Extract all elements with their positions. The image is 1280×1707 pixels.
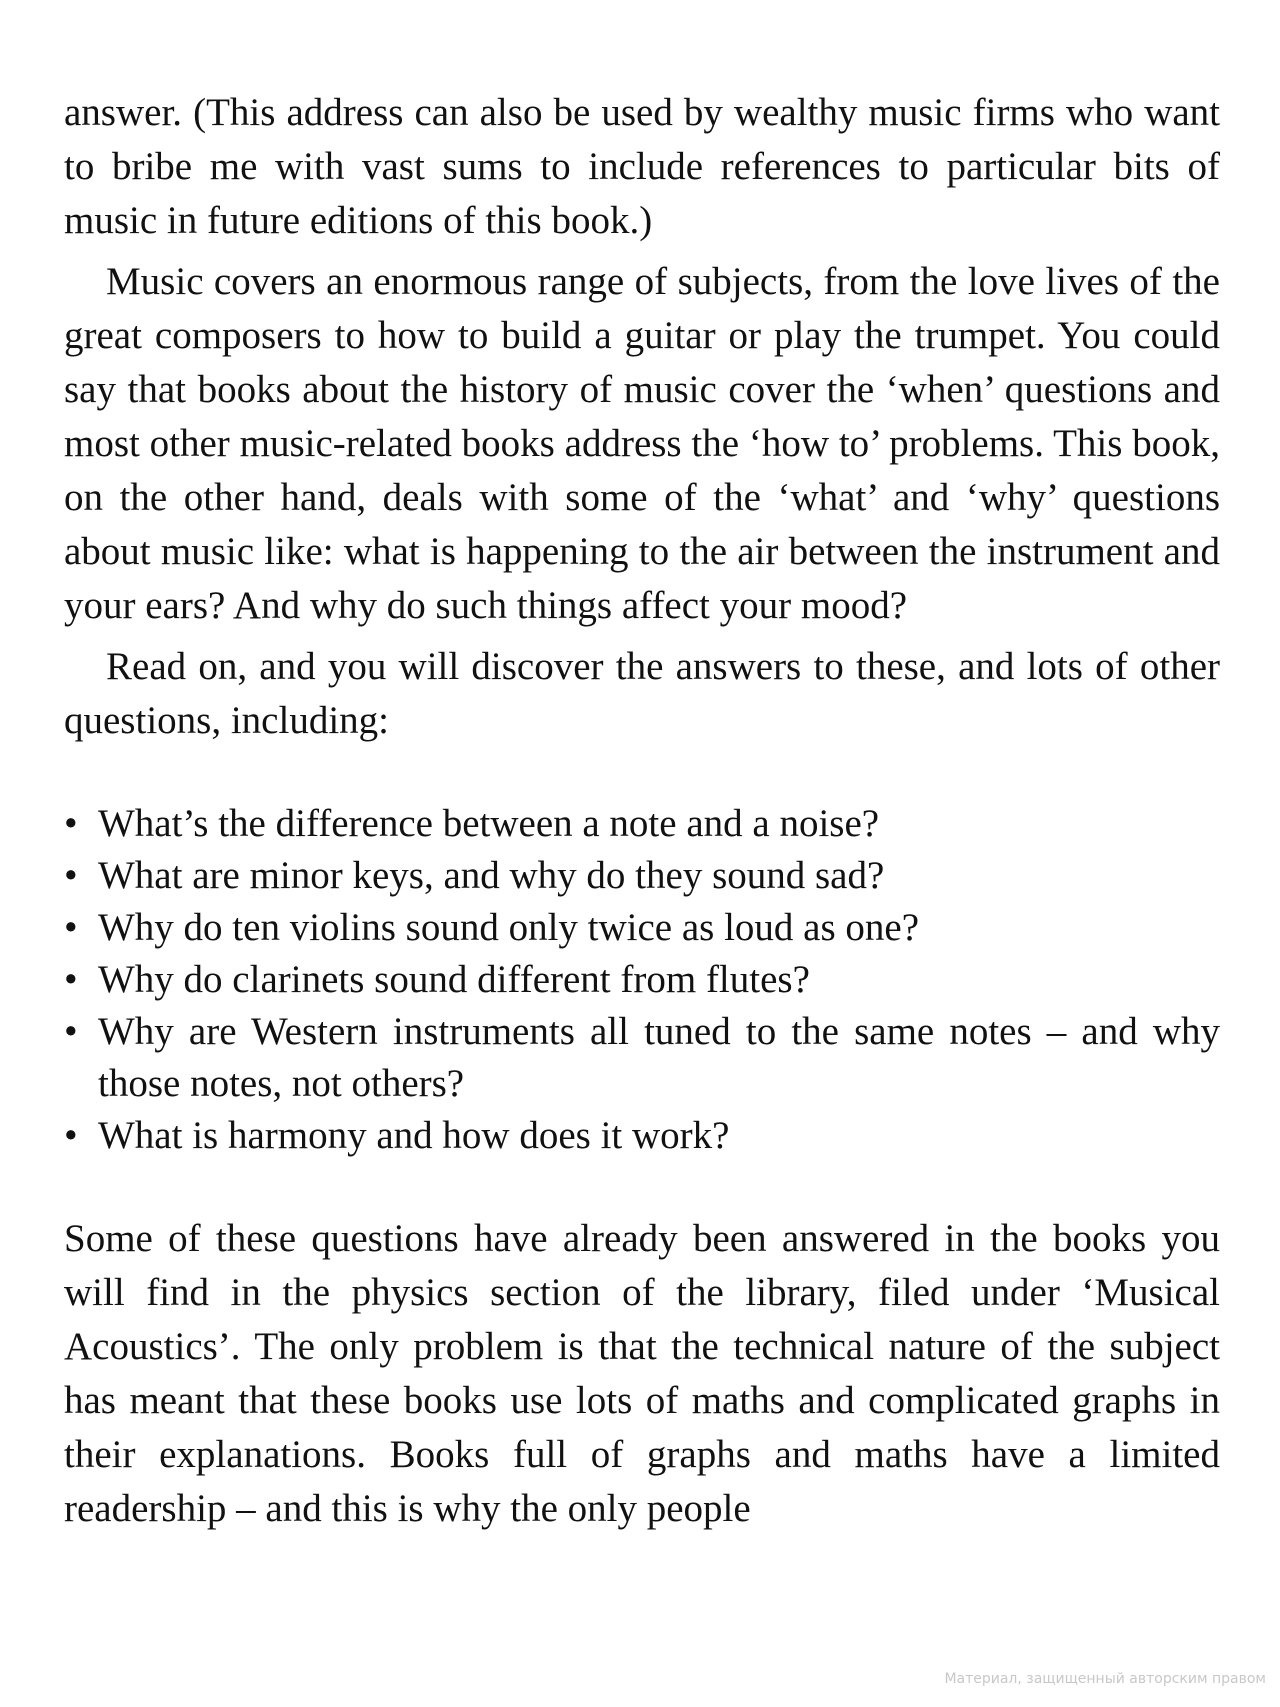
question-text: What is harmony and how does it work? — [98, 1114, 730, 1157]
list-item — [64, 954, 1220, 1006]
book-page — [64, 86, 1220, 1543]
bullet-icon: • — [64, 802, 78, 845]
list-item — [64, 902, 1220, 954]
bullet-icon: • — [64, 854, 78, 897]
list-item — [64, 1006, 1220, 1110]
paragraph-music-covers: Music covers an enormous range of subjects, from the love lives of the great composers to how to build a guitar or play the trumpet. You could say that books about the history of music cover the ‘when’ questions and most other music-related books address the ‘how to’ problems. This book, on the other hand, deals with some of the ‘what’ and ‘why’ questions about music like: what is happening to the air between the instrument and your ears? And why do such things affect your mood? — [64, 260, 1220, 627]
question-text: Why do ten violins sound only twice as loud as one? — [98, 906, 920, 949]
paragraph-answer: answer. (This address can also be used by wealthy music firms who want to bribe me with vast sums to include references to particular bits of music in future editions of this book.) — [64, 91, 1220, 242]
question-list — [64, 798, 1220, 1162]
list-item — [64, 1110, 1220, 1162]
paragraph-closing: Some of these questions have already been answered in the books you will find in the physics section of the library, filed under ‘Musical Acoustics’. The only problem is that the technical nature of the subject has meant that these books use lots of maths and complicated graphs in their explanations. Books full of graphs and maths have a limited readership – and this is why the only people — [64, 1217, 1220, 1530]
question-text: What’s the difference between a note and a noise? — [98, 802, 880, 845]
question-text: Why do clarinets sound different from flutes? — [98, 958, 810, 1001]
question-text: Why are Western instruments all tuned to the same notes – and why those notes, not others? — [98, 1010, 1220, 1105]
copyright-watermark: Материал, защищенный авторским правом — [944, 1671, 1266, 1687]
list-item — [64, 798, 1220, 850]
bullet-icon: • — [64, 906, 78, 949]
list-item — [64, 850, 1220, 902]
bullet-icon: • — [64, 1010, 78, 1053]
bullet-icon: • — [64, 958, 78, 1001]
question-text: What are minor keys, and why do they sound sad? — [98, 854, 885, 897]
bullet-icon: • — [64, 1114, 78, 1157]
paragraph-read-on: Read on, and you will discover the answers to these, and lots of other questions, including: — [64, 645, 1220, 742]
